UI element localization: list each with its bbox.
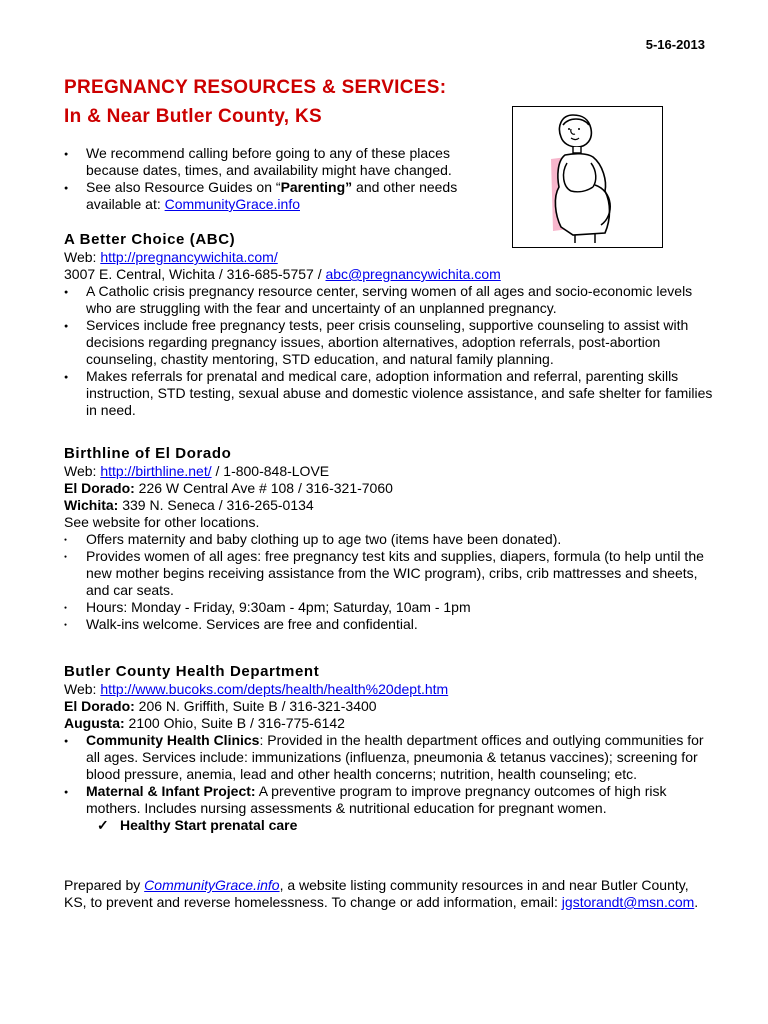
web-line: Web: http://www.bucoks.com/depts/health/health%20dept.htm — [64, 681, 449, 697]
page-title: PREGNANCY RESOURCES & SERVICES: — [64, 77, 447, 98]
web-line: Web: http://pregnancywichita.com/ — [64, 249, 278, 265]
location-wichita: Wichita: 339 N. Seneca / 316-265-0134 — [64, 497, 314, 513]
bullet-icon — [64, 283, 86, 303]
section-birthline — [64, 445, 714, 633]
communitygrace-link[interactable]: CommunityGrace.info — [164, 196, 300, 212]
pregnant-woman-illustration — [512, 106, 663, 248]
list-item: ● We recommend calling before going to any of these places because dates, times, and availability might have changed. — [64, 145, 504, 179]
list-item: ● See also Resource Guides on “Parenting” and other needs available at: CommunityGrace.info — [64, 179, 504, 213]
bullet-icon — [64, 179, 86, 199]
intro-notes — [64, 145, 504, 213]
list-item: ✓ Healthy Start prenatal care — [97, 817, 298, 833]
list-item: ● Makes referrals for prenatal and medical care, adoption information and referral, parenting skills instruction, STD testing, sexual abuse and domestic violence assistance, and safe shelter for families in need. — [64, 368, 714, 419]
section-abc — [64, 231, 714, 419]
address-line: 3007 E. Central, Wichita / 316-685-5757 / abc@pregnancywichita.com — [64, 266, 501, 282]
list-item: ● A Catholic crisis pregnancy resource center, serving women of all ages and socio-economic levels who are struggling with the fear and uncertainty of an unplanned pregnancy. — [64, 283, 714, 317]
list-item: ● Maternal & Infant Project: A preventive program to improve pregnancy outcomes of high risk mothers. Includes nursing assessments & nutritional education for pregnant women. — [64, 783, 714, 817]
other-locations-note: See website for other locations. — [64, 514, 260, 530]
abc-web-link[interactable]: http://pregnancywichita.com/ — [100, 249, 278, 265]
web-line: Web: http://birthline.net/ / 1-800-848-LOVE — [64, 463, 330, 479]
section-heading: Birthline of El Dorado — [64, 445, 232, 462]
bullet-icon — [64, 368, 86, 388]
list-item: ● Services include free pregnancy tests, peer crisis counseling, supportive counseling to assist with decisions regarding pregnancy issues, abortion alternatives, adoption referrals, post-abortion counseling, chastity mentoring, STD education, and natural family planning. — [64, 317, 714, 368]
footer-email-link[interactable]: jgstorandt@msn.com — [561, 894, 695, 910]
list-item: ● Provides women of all ages: free pregnancy test kits and supplies, diapers, formula (to help until the new mother begins receiving assistance from the WIC program), cribs, crib mattresses and sheets, and car seats. — [64, 548, 714, 599]
bullet-icon — [64, 732, 86, 752]
location-eldorado: El Dorado: 226 W Central Ave # 108 / 316-321-7060 — [64, 480, 393, 496]
abc-email-link[interactable]: abc@pregnancywichita.com — [325, 266, 501, 282]
list-item: ● Community Health Clinics: Provided in the health department offices and outlying communities for all ages. Services include: immunizations (influenza, pneumonia & tetanus vaccines); screening for blood pressure, anemia, lead and other health concerns; nutrition, health counseling; etc. — [64, 732, 714, 783]
bullet-icon — [64, 616, 86, 637]
pregnant-woman-icon — [513, 107, 662, 247]
butler-web-link[interactable]: http://www.bucoks.com/depts/health/health%20dept.htm — [100, 681, 449, 697]
birthline-web-link[interactable]: http://birthline.net/ — [100, 463, 212, 479]
section-heading: A Better Choice (ABC) — [64, 231, 236, 248]
bullet-icon — [64, 145, 86, 165]
checkmark-icon: ✓ — [97, 817, 109, 833]
footer-note: Prepared by CommunityGrace.info, a website listing community resources in and near Butler County, KS, to prevent and reverse homelessness. To change or add information, email: jgstorandt@msn.com. — [64, 877, 699, 910]
list-item: ● Walk-ins welcome. Services are free and confidential. — [64, 616, 714, 633]
list-item: ● Offers maternity and baby clothing up to age two (items have been donated). — [64, 531, 714, 548]
location-augusta: Augusta: 2100 Ohio, Suite B / 316-775-6142 — [64, 715, 345, 731]
bullet-icon — [64, 548, 86, 569]
footer-site-link[interactable]: CommunityGrace.info — [144, 877, 280, 893]
page-subtitle: In & Near Butler County, KS — [64, 106, 322, 127]
document-date: 5-16-2013 — [645, 37, 705, 52]
bullet-icon — [64, 783, 86, 803]
section-heading: Butler County Health Department — [64, 663, 320, 680]
location-eldorado: El Dorado: 206 N. Griffith, Suite B / 316-321-3400 — [64, 698, 377, 714]
bullet-icon — [64, 317, 86, 337]
section-butler-health — [64, 663, 714, 834]
list-item: ● Hours: Monday - Friday, 9:30am - 4pm; Saturday, 10am - 1pm — [64, 599, 714, 616]
